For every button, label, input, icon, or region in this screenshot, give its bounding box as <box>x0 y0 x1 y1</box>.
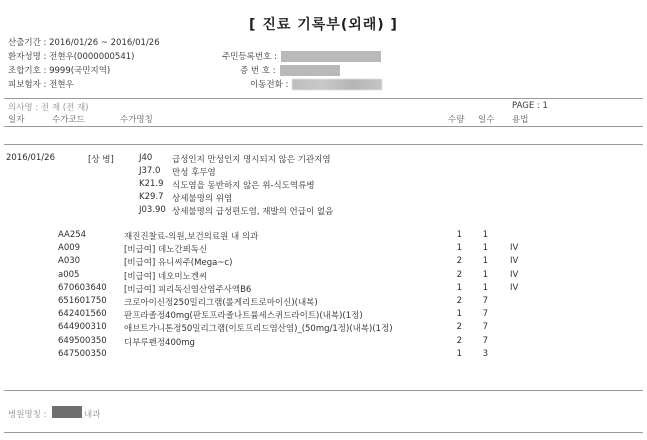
page-title: [ 진료 기록부(외래) ] <box>249 17 398 33</box>
mobile-phone-field <box>250 78 382 90</box>
item-qty: 1 <box>456 348 462 359</box>
hospital-name-label: 병원명칭 : <box>8 410 47 420</box>
doctor-name: 의사명 : 전 재 (전 재) <box>8 103 89 113</box>
certificate-number-label: 증 번 호 : <box>240 66 276 76</box>
item-days: 7 <box>482 335 488 346</box>
item-name: 디부루펜정400mg <box>124 337 195 348</box>
item-code: a005 <box>58 269 80 280</box>
patient-name: 환자성명 : 전현우(0000000541) <box>8 52 135 62</box>
item-qty: 1 <box>456 309 462 320</box>
divider-footer-bottom <box>4 432 643 433</box>
item-code: 649500350 <box>58 335 107 346</box>
item-code: 670603640 <box>58 282 107 293</box>
item-code: 647500350 <box>58 348 107 359</box>
table-row <box>0 256 647 269</box>
diagnosis-row <box>0 153 647 166</box>
column-header-date: 일자 <box>8 115 25 125</box>
hospital-name-redaction <box>52 406 82 418</box>
visit-date: 2016/01/26 <box>6 153 55 163</box>
certificate-number-field <box>240 64 340 76</box>
item-days: 1 <box>482 282 488 293</box>
item-name: [비급여] 유니씨주(Mega~c) <box>124 258 233 269</box>
item-usage: IV <box>510 282 519 293</box>
item-days: 1 <box>482 230 488 240</box>
resident-number-field <box>222 50 381 62</box>
diagnosis-name: 상세불명의 위염 <box>172 194 233 204</box>
diagnosis-code: J40 <box>139 153 153 163</box>
item-usage: IV <box>510 256 519 267</box>
item-days: 7 <box>482 322 488 333</box>
item-days: 3 <box>482 348 488 359</box>
hospital-department: 내과 <box>84 410 101 420</box>
item-qty: 1 <box>456 230 462 240</box>
table-row <box>0 243 647 256</box>
item-name: [비급여] 피리독신염산염주사액B6 <box>124 284 252 295</box>
item-name: [비급여] 데노간푀독신 <box>124 245 208 256</box>
diagnosis-name: 만성 후두염 <box>172 168 216 178</box>
column-header-days: 일수 <box>478 115 495 125</box>
item-qty: 2 <box>456 269 462 280</box>
item-code: A030 <box>58 256 81 267</box>
divider-footer-top <box>4 390 643 391</box>
item-qty: 2 <box>456 322 462 333</box>
column-header-code: 수가코드 <box>52 115 85 125</box>
divider-columns-bottom <box>4 144 643 145</box>
diagnosis-list <box>0 153 647 218</box>
diagnosis-name: 상세불명의 급성편도염, 재발의 언급이 없음 <box>172 207 334 217</box>
print-period: 산출기간 : 2016/01/26 ~ 2016/01/26 <box>8 38 160 48</box>
item-usage: IV <box>510 269 519 280</box>
diagnosis-row <box>0 179 647 192</box>
item-days: 1 <box>482 243 488 254</box>
item-qty: 2 <box>456 335 462 346</box>
table-row <box>0 296 647 309</box>
insured-person: 피보험자 : 전현우 <box>8 80 74 90</box>
item-name: [비급여] 네오미노겐씨 <box>124 271 208 282</box>
item-qty: 1 <box>456 282 462 293</box>
table-row <box>0 270 647 283</box>
item-days: 1 <box>482 256 488 267</box>
divider-top <box>4 98 643 99</box>
certificate-number-redaction <box>280 65 340 76</box>
item-name: 크로아이신정250밀리그램(롤게리트로마이신)(내복) <box>124 297 318 308</box>
column-header-qty: 수량 <box>448 115 465 125</box>
mobile-phone-label: 이동전화 : <box>250 80 289 90</box>
diagnosis-code: K29.7 <box>139 192 164 202</box>
divider-columns-top <box>4 126 643 127</box>
diagnosis-code: J37.0 <box>139 166 161 176</box>
column-header-name: 수가명칭 <box>120 115 153 125</box>
table-row <box>0 322 647 335</box>
item-days: 7 <box>482 309 488 320</box>
item-days: 1 <box>482 269 488 280</box>
item-code: 644900310 <box>58 322 107 333</box>
item-code: A009 <box>58 243 81 254</box>
diagnosis-row <box>0 166 647 179</box>
item-name: 애브트가니톤정50밀리그램(이토프리드염산염)_(50mg/1정)(내복)(1정) <box>124 324 393 335</box>
diagnosis-name: 급성인지 만성인지 명시되지 않은 기관지염 <box>172 155 331 165</box>
table-row <box>0 230 647 243</box>
page-number: PAGE : 1 <box>512 101 548 111</box>
diagnosis-row <box>0 192 647 205</box>
item-qty: 2 <box>456 256 462 267</box>
table-row <box>0 349 647 362</box>
item-name: 판프라졸정40mg(판토프라졸나트륨세스퀴드라이트)(내복)(1정) <box>124 311 363 322</box>
table-row <box>0 283 647 296</box>
item-code: 642401560 <box>58 309 107 320</box>
item-code: 651601750 <box>58 295 107 306</box>
diagnosis-name: 식도염을 동반하지 않은 위-식도역류병 <box>172 181 315 191</box>
column-header-usage: 용법 <box>512 115 529 125</box>
item-name: 재진진찰료-의원,보건의료원 내 의과 <box>124 232 259 242</box>
diagnosis-row <box>0 205 647 218</box>
item-code: AA254 <box>58 230 87 240</box>
item-qty: 1 <box>456 243 462 254</box>
item-usage: IV <box>510 243 519 254</box>
treatment-item-list <box>0 230 647 362</box>
diagnosis-code: J03.90 <box>139 205 166 215</box>
insurance-symbol: 조합기호 : 9999(국민지역) <box>8 66 111 76</box>
table-row <box>0 309 647 322</box>
diagnosis-label: [상 병] <box>88 155 114 165</box>
table-row <box>0 336 647 349</box>
item-days: 7 <box>482 295 488 306</box>
diagnosis-code: K21.9 <box>139 179 164 189</box>
resident-number-redaction <box>281 51 381 62</box>
resident-number-label: 주민등록번호 : <box>222 52 277 62</box>
mobile-phone-redaction <box>292 79 382 90</box>
item-qty: 2 <box>456 295 462 306</box>
